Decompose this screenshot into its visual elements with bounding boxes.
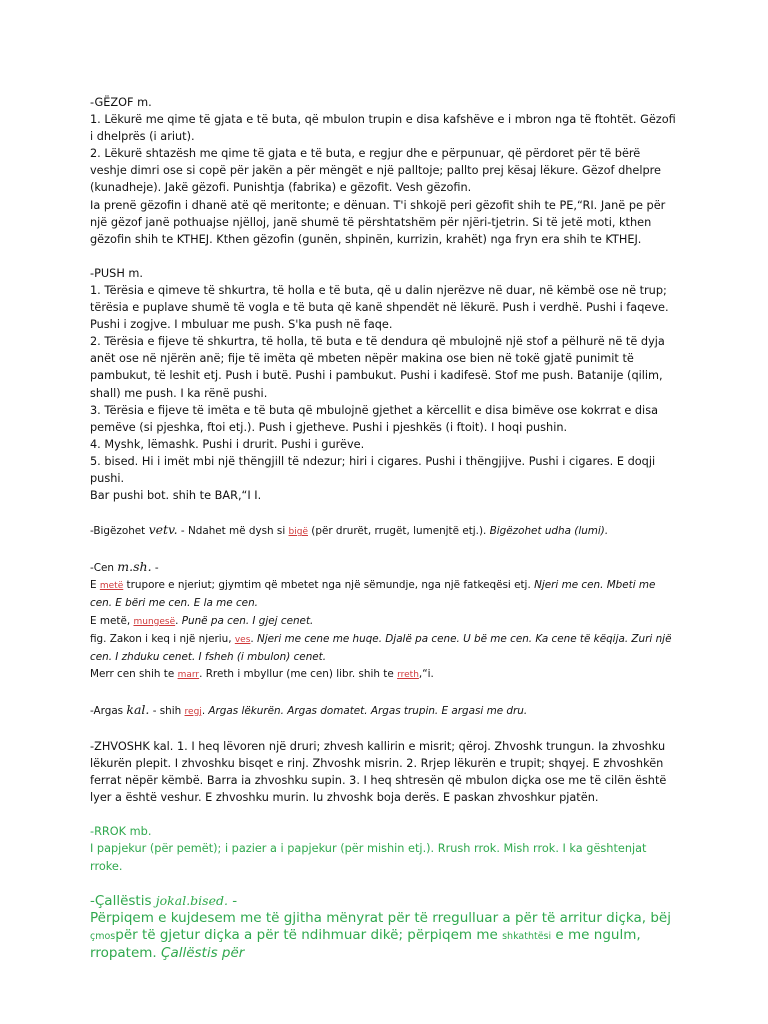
link-mete[interactable]: metë: [99, 581, 124, 592]
definition-text: Merr cen shih te: [90, 667, 178, 680]
entry-cen: [90, 558, 680, 684]
entry-line: [90, 521, 680, 541]
entry-line: [90, 892, 680, 910]
definition-line: 3. Tërësia e fijeve të imëta e të buta që mbulojnë gjethet a kërcellit e disa bimëve ose kokrrat e disa pemëve (si pjeshka, ftoi etj.). Push i gjetheve. Pushi i pjeshkës (i ftoit). I hoqi pushin.: [90, 403, 658, 434]
definition-line: [90, 613, 680, 631]
entry-heading: -GËZOF m.: [90, 96, 152, 109]
definition-text: fig. Zakon i keq i një njeriu,: [90, 632, 235, 645]
entry-heading: -Argas: [90, 704, 127, 717]
link-regj[interactable]: regj: [184, 706, 202, 717]
definition-line: Ia prenë gëzofin i dhanë atë që meritonte; e dënuan. T'i shkojë peri gëzofit shih te PE,“RI. Janë pe për një gëzof janë pothuajse njëlloj, janë shumë të përshtatshëm për njëri-tjetrin. Si të jetë moti, kthen gëzofin shih te KTHEJ. Kthen gëzofin (gunën, shpinën, kurrizin, krahët) nga fryn era shih te KTHEJ.: [90, 198, 666, 246]
example-text: Çallëstis për: [161, 944, 245, 961]
example-text: Punë pa cen. I gjej cenet.: [181, 614, 314, 627]
link-mungese[interactable]: mungesë: [133, 616, 176, 627]
definition-text: (për drurët, rrugët, lumenjtë etj.).: [308, 525, 490, 538]
definition-text: - shih: [149, 704, 185, 717]
entry-heading: -Bigëzohet: [90, 525, 149, 538]
definition-text: E: [90, 579, 100, 592]
definition-line: -ZHVOSHK kal. 1. I heq lëvoren një druri; zhvesh kallirin e misrit; qëroj. Zhvoshk trungun. Ia zhvoshku lëkurën plepit. I zhvoshku bisqet e rinj. Zhvoshk misrin. 2. Rrjep lëkurën e trupit; shqyej. E zhvoshkën ferrat nëpër këmbë. Barra ia zhvoshku supin. 3. I heq shtresën që mbulon diçka ose me të cilën është lyer a është veshur. E zhvoshku murin. Iu zhvoshk boja derës. E paskan zhvoshkur pjatën.: [90, 740, 667, 805]
entry-line: [90, 701, 680, 721]
definition-line: 1. Tërësia e qimeve të shkurtra, të holla e të buta, që u dalin njerëzve në duar, në këmbë ose në trup; tërësia e puplave shumë të vogla e të buta që kanë shpendët në lëkurë. Push i verdhë. Pushi i faqeve. Pushi i zogjve. I mbuluar me push. S'ka push në faqe.: [90, 283, 669, 332]
definition-line: 2. Lëkurë shtazësh me qime të gjata e të buta, e regjur dhe e përpunuar, që përdoret për të bërë veshje dimri ose si copë për jakën a për mëngët e një palltoje; pallto prej kësaj lëkure. Gëzof dhelpre (kunadheje). Jakë gëzofi. Punishtja (fabrika) e gëzofit. Vesh gëzofin.: [90, 147, 661, 195]
abbreviation: kal.: [126, 701, 150, 717]
separator: -: [227, 892, 238, 909]
definition-text: e me ngulm, rropatem.: [90, 926, 641, 961]
example-text: Bigëzohet udha (lumi).: [489, 525, 609, 538]
definition-line: [90, 631, 680, 666]
definition-line: 5. bised. Hi i imët mbi një thëngjill të ndezur; hiri i cigares. Pushi i thëngjijve. Pushi i cigares. E doqji pushi.: [90, 454, 656, 485]
definition-text: ,“i.: [418, 667, 434, 680]
definition-line: Bar pushi bot. shih te BAR,“I I.: [90, 489, 262, 503]
example-text: Argas lëkurën. Argas domatet. Argas trupin. E argasi me dru.: [208, 704, 528, 717]
abbreviation: jokal.bised.: [155, 892, 228, 908]
small-text: çmos: [90, 930, 116, 942]
entry-line: [90, 558, 680, 577]
definition-text: - Ndahet më dysh si: [177, 525, 289, 538]
definition-text: Përpiqem e kujdesem me të gjitha mënyrat për të rregulluar a për të arritur diçka, bëj: [90, 909, 671, 926]
entry-argas: [90, 701, 680, 721]
entry-heading: -Cen: [90, 562, 118, 575]
link-marr[interactable]: marr: [177, 669, 200, 680]
entry-rrok: [90, 823, 680, 874]
definition-text: .: [201, 704, 209, 717]
example-text: Njeri me cene me huqe. Djalë pa cene. U bë me cen. Ka cene të këqija. Zuri një cen. I zhduku cenet. I fsheh (i mbulon) cenet.: [90, 632, 672, 663]
definition-text: E metë,: [90, 614, 134, 627]
definition-line: [90, 910, 680, 962]
entry-heading: -Çallëstis: [90, 892, 156, 909]
definition-text: trupore e njeriut; gjymtim që mbetet nga një sëmundje, nga një fatkeqësi etj.: [123, 579, 535, 592]
definition-line: I papjekur (për pemët); i pazier a i papjekur (për mishin etj.). Rrush rrok. Mish rrok. I ka gështenjat rroke.: [90, 842, 647, 873]
definition-text: .: [250, 632, 257, 645]
definition-line: 4. Myshk, lëmashk. Pushi i drurit. Pushi i gurëve.: [90, 437, 365, 451]
abbreviation: m.sh.: [117, 559, 152, 575]
example-text: Njeri me cen. Mbeti me cen. E bëri me cen. E la me cen.: [90, 579, 656, 610]
entry-callestis: [90, 892, 680, 962]
definition-text: . Rreth i mbyllur (me cen) libr. shih te: [199, 667, 398, 680]
definition-line: 2. Tërësia e fijeve të shkurtra, të holla, të buta e të dendura që mbulojnë një stof a pëlhurë në të dyja anët ose në njërën anë; fije të imëta që mbeten nëpër makina ose bien në tokë gjatë punimit të pambukut, të leshit etj. Push i butë. Pushi i pambukut. Pushi i kadifesë. Stof me push. Batanije (qilim, shall) me push. I ka rënë pushi.: [90, 335, 665, 400]
entry-heading: -RROK mb.: [90, 825, 152, 839]
entry-heading: -PUSH m.: [90, 266, 144, 280]
definition-line: 1. Lëkurë me qime të gjata e të buta, që mbulon trupin e disa kafshëve e i mbron nga të ftohtët. Gëzofi i dhelprës (i ariut).: [90, 113, 676, 144]
dictionary-page: [90, 94, 680, 962]
definition-text: .: [175, 614, 182, 627]
definition-line: [90, 577, 680, 612]
entry-bigezohet: [90, 521, 680, 541]
entry-zhvoshk: [90, 738, 680, 806]
link-rreth[interactable]: rreth: [397, 669, 419, 680]
link-ves[interactable]: ves: [234, 634, 251, 645]
entry-push: [90, 265, 680, 504]
small-text: shkathtësi: [502, 930, 552, 942]
separator: -: [151, 562, 159, 575]
entry-gezof: [90, 94, 680, 248]
definition-line: [90, 666, 680, 684]
abbreviation: vetv.: [148, 522, 178, 538]
link-bige[interactable]: bigë: [288, 527, 308, 538]
definition-text: për të gjetur diçka a për të ndihmuar dikë; përpiqem me: [115, 926, 503, 943]
